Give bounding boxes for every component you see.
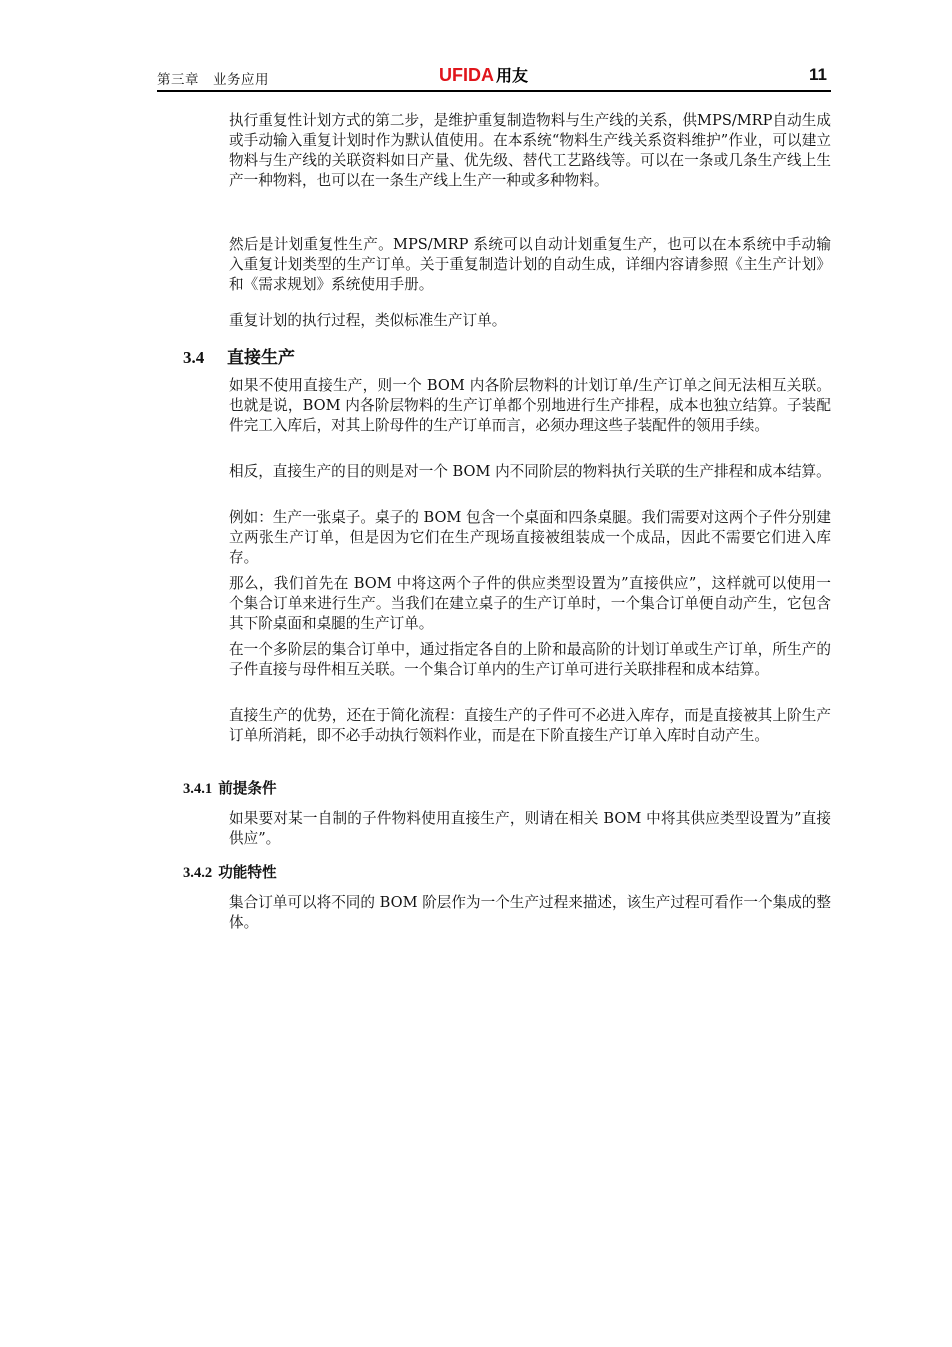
- section-heading-3-4-1: [183, 777, 277, 798]
- ufida-logo: [439, 63, 528, 86]
- paragraph: 直接生产的优势，还在于简化流程：直接生产的子件可不必进入库存，而是直接被其上阶生产订单所消耗，即不必手动执行领料作业，而是在下阶直接生产订单入库时自动产生。: [229, 707, 831, 744]
- paragraph: 如果要对某一自制的子件物料使用直接生产，则请在相关 BOM 中将其供应类型设置为”直接供应”。: [229, 810, 831, 847]
- section-title: 直接生产: [227, 348, 295, 368]
- page-header: [157, 62, 831, 92]
- paragraph: 如果不使用直接生产，则一个 BOM 内各阶层物料的计划订单/生产订单之间无法相互关联。也就是说，BOM 内各阶层物料的生产订单都个别地进行生产排程，成本也独立结算。子装配件完工入库后，对其上阶母件的生产订单而言，必须办理这些子装配件的领用手续。: [229, 377, 831, 434]
- section-number: 3.4.1: [183, 781, 213, 797]
- paragraph: 在一个多阶层的集合订单中，通过指定各自的上阶和最高阶的计划订单或生产订单，所生产的子件直接与母件相互关联。一个集合订单内的生产订单可进行关联排程和成本结算。: [229, 641, 831, 678]
- paragraph: 重复计划的执行过程，类似标准生产订单。: [229, 312, 507, 329]
- logo-en: UFIDA: [439, 65, 494, 85]
- paragraph: 集合订单可以将不同的 BOM 阶层作为一个生产过程来描述，该生产过程可看作一个集成的整体。: [229, 894, 831, 931]
- section-number: 3.4.2: [183, 865, 213, 881]
- paragraph: 例如：生产一张桌子。桌子的 BOM 包含一个桌面和四条桌腿。我们需要对这两个子件分别建立两张生产订单，但是因为它们在生产现场直接被组装成一个成品，因此不需要它们进入库存。: [229, 509, 831, 566]
- paragraph: 那么，我们首先在 BOM 中将这两个子件的供应类型设置为”直接供应”，这样就可以使用一个集合订单来进行生产。当我们在建立桌子的生产订单时，一个集合订单便自动产生，它包含其下阶桌面和桌腿的生产订单。: [229, 575, 831, 632]
- logo-cn: 用友: [496, 66, 529, 85]
- paragraph: 执行重复性计划方式的第二步，是维护重复制造物料与生产线的关系，供MPS/MRP自动生成或手动输入重复计划时作为默认值使用。在本系统“物料生产线关系资料维护”作业，可以建立物料与生产线的关联资料如日产量、优先级、替代工艺路线等。可以在一条或几条生产线上生产一种物料，也可以在一条生产线上生产一种或多种物料。: [229, 112, 831, 189]
- section-heading-3-4: [183, 343, 295, 368]
- paragraph: 然后是计划重复性生产。MPS/MRP 系统可以自动计划重复生产，也可以在本系统中手动输入重复计划类型的生产订单。关于重复制造计划的自动生成，详细内容请参照《主生产计划》和《需求规划》系统使用手册。: [229, 236, 831, 293]
- section-title: 功能特性: [218, 864, 277, 881]
- chapter-title: 第三章 业务应用: [157, 72, 269, 88]
- section-title: 前提条件: [218, 780, 277, 797]
- section-number: 3.4: [183, 348, 205, 367]
- paragraph: 相反，直接生产的目的则是对一个 BOM 内不同阶层的物料执行关联的生产排程和成本结算。: [229, 463, 831, 480]
- section-heading-3-4-2: [183, 861, 277, 882]
- page-number: 11: [809, 65, 827, 84]
